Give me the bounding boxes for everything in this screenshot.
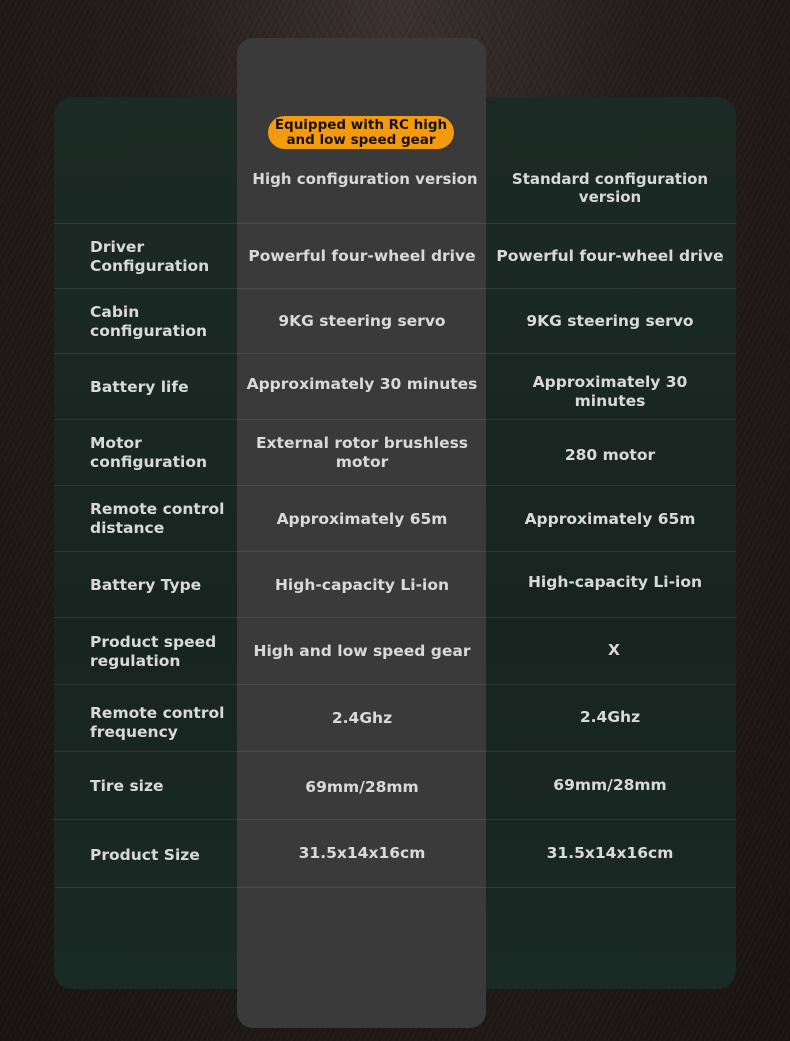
- row-standard-product-speed-regulation: X: [608, 641, 620, 659]
- row-label-product-size: Product Size: [90, 845, 200, 864]
- standard-config-header: Standard configuration version: [511, 170, 709, 206]
- row-label-remote-control-distance: Remote control distance: [90, 500, 225, 537]
- row-standard-driver-configuration: Powerful four-wheel drive: [496, 247, 724, 265]
- row-standard-product-size: 31.5x14x16cm: [546, 843, 674, 862]
- row-standard-cabin-configuration: 9KG steering servo: [526, 312, 694, 330]
- row-label-cabin-configuration: Cabin configuration: [90, 302, 207, 340]
- row-label-battery-type: Battery Type: [90, 575, 202, 594]
- row-standard-battery-type: High-capacity Li-ion: [527, 572, 703, 591]
- row-high-product-size: 31.5x14x16cm: [298, 843, 426, 862]
- row-label-battery-life: Battery life: [90, 377, 189, 396]
- row-standard-remote-control-distance: Approximately 65m: [524, 509, 696, 528]
- rc-gear-badge: Equipped with RC high and low speed gear: [268, 116, 454, 149]
- row-standard-motor-configuration: 280 motor: [564, 445, 656, 464]
- row-label-motor-configuration: Motor configuration: [90, 434, 207, 471]
- row-high-remote-control-frequency: 2.4Ghz: [331, 709, 393, 727]
- high-config-header: High configuration version: [252, 170, 478, 188]
- row-high-driver-configuration: Powerful four-wheel drive: [248, 247, 476, 265]
- row-high-remote-control-distance: Approximately 65m: [276, 509, 448, 528]
- row-high-product-speed-regulation: High and low speed gear: [253, 642, 471, 660]
- row-label-product-speed-regulation: Product speed regulation: [90, 632, 217, 670]
- row-label-remote-control-frequency: Remote control frequency: [90, 703, 225, 741]
- row-high-battery-life: Approximately 30 minutes: [246, 374, 478, 393]
- row-standard-battery-life: Approximately 30 minutes: [532, 373, 688, 410]
- row-label-tire-size: Tire size: [90, 776, 164, 795]
- row-high-cabin-configuration: 9KG steering servo: [278, 312, 446, 330]
- row-high-battery-type: High-capacity Li-ion: [274, 575, 450, 594]
- row-high-motor-configuration: External rotor brushless motor: [255, 434, 469, 471]
- row-high-tire-size: 69mm/28mm: [305, 777, 419, 796]
- row-label-driver-configuration: Driver Configuration: [90, 237, 210, 275]
- row-standard-tire-size: 69mm/28mm: [553, 775, 667, 794]
- row-standard-remote-control-frequency: 2.4Ghz: [579, 707, 641, 726]
